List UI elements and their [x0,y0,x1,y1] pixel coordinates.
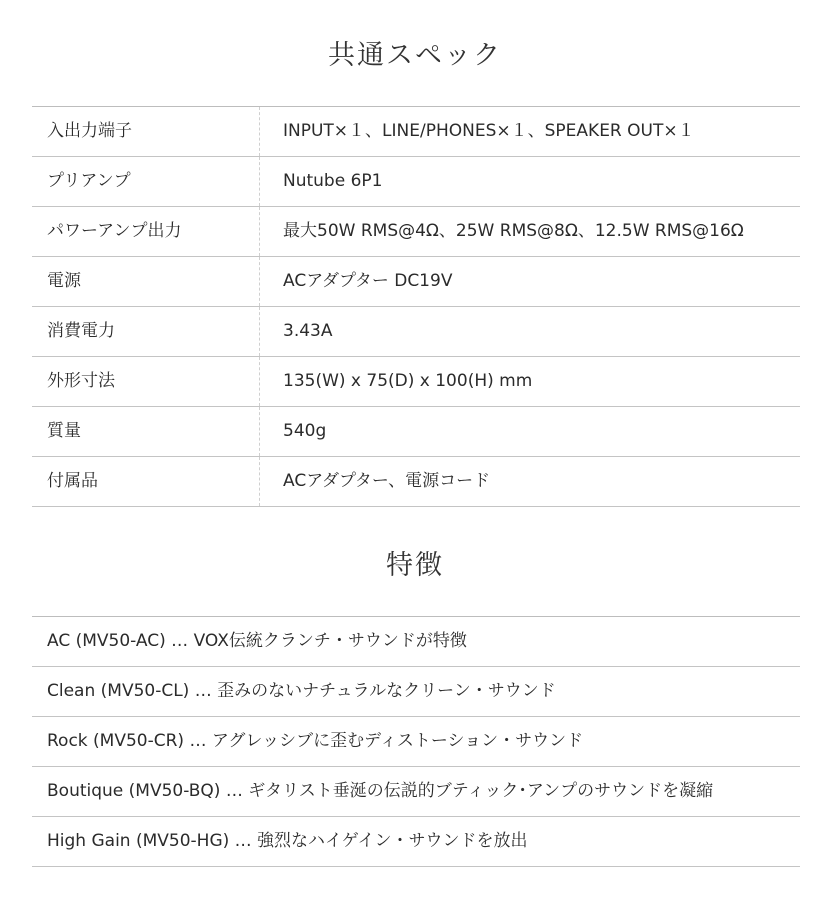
spec-row [32,407,800,457]
spec-label: プリアンプ [32,157,260,206]
spec-value: 3.43A [283,321,333,341]
spec-row [32,357,800,407]
spec-label: 入出力端子 [32,107,260,156]
spec-value: Nutube 6P1 [283,171,383,191]
feature-item: High Gain (MV50-HG) … 強烈なハイゲイン・サウンドを放出 [32,817,800,867]
feature-item: Boutique (MV50-BQ) … ギタリスト垂涎の伝説的ブティック･アンプのサウンドを凝縮 [32,767,800,817]
spec-label: パワーアンプ出力 [32,207,260,256]
spec-row [32,457,800,507]
spec-value: ACアダプター DC19V [283,271,453,291]
spec-row [32,107,800,157]
spec-value: 最大50W RMS@4Ω、25W RMS@8Ω、12.5W RMS@16Ω [283,221,744,241]
feature-item: Clean (MV50-CL) … 歪みのないナチュラルなクリーン・サウンド [32,667,800,717]
spec-row [32,157,800,207]
spec-value: 540g [283,421,327,441]
spec-label: 外形寸法 [32,357,260,406]
spec-value: 135(W) x 75(D) x 100(H) mm [283,371,533,391]
specs-section-title: 共通スペック [328,40,502,71]
spec-label: 質量 [32,407,260,456]
features-list [32,616,800,867]
specs-table [32,106,800,507]
spec-row [32,207,800,257]
spec-value: ACアダプター、電源コード [283,471,491,491]
spec-label: 消費電力 [32,307,260,356]
features-section-title: 特徴 [386,550,444,581]
feature-item: Rock (MV50-CR) … アグレッシブに歪むディストーション・サウンド [32,717,800,767]
spec-label: 電源 [32,257,260,306]
feature-item: AC (MV50-AC) … VOX伝統クランチ・サウンドが特徴 [32,617,800,667]
spec-value: INPUT×１、LINE/PHONES×１、SPEAKER OUT×１ [283,121,695,141]
spec-row [32,257,800,307]
spec-row [32,307,800,357]
spec-label: 付属品 [32,457,260,506]
